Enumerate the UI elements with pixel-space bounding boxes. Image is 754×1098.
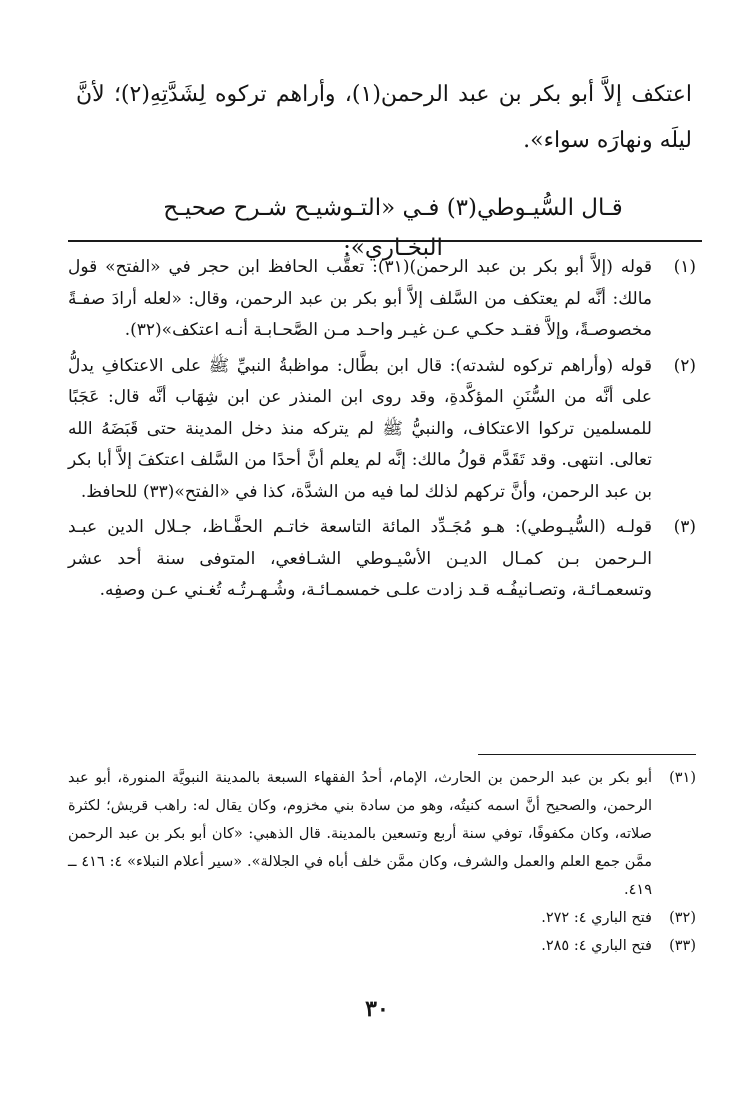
- section-divider: [68, 240, 702, 242]
- footnote: [68, 904, 696, 932]
- commentary-note: [68, 512, 696, 607]
- footnote-number: (٣٣): [669, 938, 696, 954]
- footnote-text: فتح الباري ٤: ٢٧٢.: [541, 910, 652, 926]
- page-number: ٣٠: [365, 996, 389, 1022]
- footnote-text: أبو بكر بن عبد الرحمن بن الحارث، الإمام، أحدُ الفقهاء السبعة بالمدينة النبويَّة المنورة، أبو عبد الرحمن، والصحيح أنَّ اسمه كنيتُه، وهو من سادة بني مخزوم، وكان يقال له: راهب قريش؛ لكثرة صلاته، وكان مكفوفًا، توفي سنة أربع وتسعين بالمدينة. قال الذهبي: «كان أبو بكر بن عبد الرحمن ممَّن جمع العلم والعمل والشرف، وكان ممَّن خلف أباه في الجلالة». «سير أعلام النبلاء» ٤: ٤١٦ ــ ٤١٩.: [68, 770, 652, 898]
- footnotes: [68, 764, 696, 960]
- commentary-note: [68, 252, 696, 347]
- note-text: قوله (وأراهم تركوه لشدته): قال ابن بطَّال: مواظبةُ النبيِّ ﷺ على الاعتكافِ يدلُّ على أنَّه من السُّنَنِ المؤكَّدةِ، وقد روى ابن المنذر عن ابن شِهَاب أنَّه قال: عَجَبًا للمسلمين تركوا الاعتكاف، والنبيُّ ﷺ لم يتركه منذ دخل المدينة حتى قَبَضَهُ الله تعالى. انتهى. وقد تَقَدَّم قولُ مالك: إنَّه لم يعلم أنَّ أحدًا من السَّلف اعتكفَ إلاَّ أبا بكر بن عبد الرحمن، وأنَّ تركهم لذلك لما فيه من الشدَّة، كذا في «الفتح»(٣٣) للحافظ.: [68, 355, 652, 502]
- commentary-notes: [68, 252, 696, 611]
- note-number: (١): [673, 257, 696, 277]
- footnote-divider: [478, 754, 696, 755]
- main-text-block: [76, 72, 692, 164]
- main-paragraph: اعتكف إلاَّ أبو بكر بن عبد الرحمن(١)، وأراهم تركوه لِشَدَّتِهِ(٢)؛ لأنَّ ليلَه ونهارَه سواء».: [76, 82, 693, 153]
- footnote-number: (٣٢): [669, 910, 696, 926]
- note-number: (٢): [673, 355, 696, 376]
- quote-intro-heading: قـال السُّيـوطي(٣) فـي «التـوشيـح شـرح صحيـح البخـاري»:: [163, 195, 623, 261]
- footnote: [68, 932, 696, 960]
- commentary-note: [68, 351, 696, 509]
- note-text: قوله (إلاَّ أبو بكر بن عبد الرحمن)(٣١): تعقَّب الحافظ ابن حجر في «الفتح» قول مالك: أنَّه لم يعتكف من السَّلف إلاَّ أبو بكر بن عبد الرحمن، وقال: «لعله أرادَ صفـةً مخصوصـةً، وإلاَّ فقـد حكـي عـن غيـر واحـد مـن الصَّحـابـة أنـه اعتكف»(٣٢).: [68, 257, 652, 340]
- note-number: (٣): [673, 517, 696, 537]
- footnote-number: (٣١): [669, 770, 696, 786]
- footnote-text: فتح الباري ٤: ٢٨٥.: [541, 938, 652, 954]
- note-text: قولـه (السُّيـوطي): هـو مُجَـدِّد المائة التاسعة خاتـم الحفَّـاظ، جـلال الدين عبـد الـرحمن بـن كمـال الديـن الأسْيـوطي الشـافعي، المتوفى سنة أحد عشر وتسعمـائـة، وتصـانيفُـه قـد زادت علـى خمسمـائـة، وشُـهـرتُـه تُغـني عـن وصفِه.: [68, 517, 652, 600]
- footnote: [68, 764, 696, 904]
